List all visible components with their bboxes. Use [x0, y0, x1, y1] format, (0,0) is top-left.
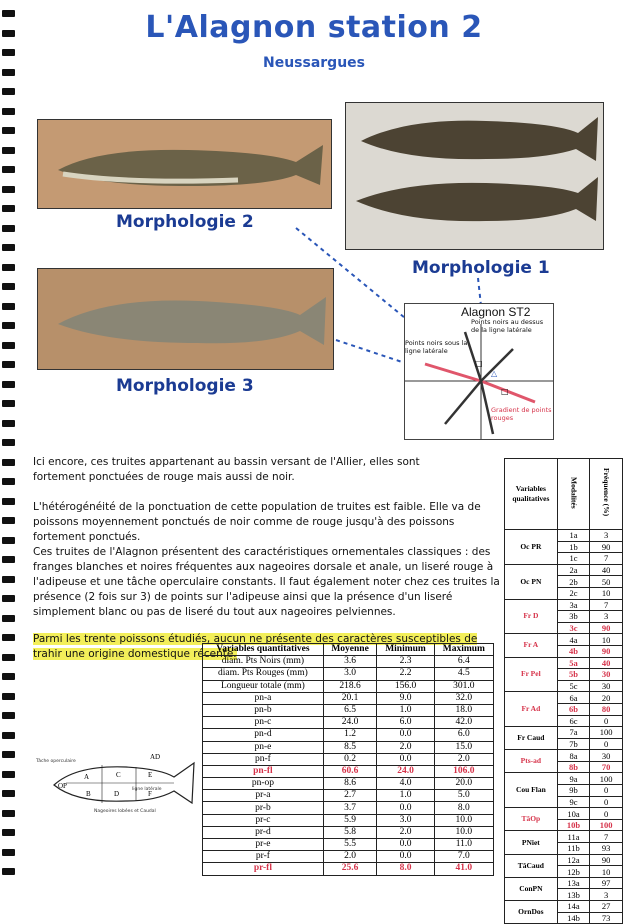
cell-modality: 3a: [557, 599, 590, 611]
cell-frequency: 90: [590, 854, 623, 866]
cell-modality: 5c: [557, 680, 590, 692]
cell-frequency: 93: [590, 843, 623, 855]
cell-mean: 218.6: [323, 680, 377, 692]
table-row: [203, 765, 494, 777]
table-row: [505, 901, 623, 913]
cell-mean: 0.2: [323, 753, 377, 765]
diagram-label-black-top: Points noirs au dessus de la ligne latérale: [471, 318, 544, 334]
table-header-row: [203, 644, 494, 656]
table-row: [505, 854, 623, 866]
plus-marker: △: [491, 369, 498, 378]
cell-variable: Oc PN: [505, 564, 558, 599]
cell-modality: 2c: [557, 587, 590, 599]
caption-morphologie-1: Morphologie 1: [412, 258, 550, 278]
cell-variable: Fr D: [505, 599, 558, 634]
cell-frequency: 0: [590, 808, 623, 820]
cell-variable: pr-fl: [203, 863, 324, 875]
cell-modality: 7b: [557, 738, 590, 750]
table-row: [203, 802, 494, 814]
cell-modality: 11b: [557, 843, 590, 855]
cell-frequency: 7: [590, 553, 623, 565]
cell-modality: 1a: [557, 530, 590, 542]
table-row: [505, 599, 623, 611]
cell-variable: pr-b: [203, 802, 324, 814]
table-row: [505, 657, 623, 669]
cell-frequency: 100: [590, 727, 623, 739]
qualitative-table: [504, 458, 623, 924]
cell-mean: 3.6: [323, 656, 377, 668]
table-row: [505, 750, 623, 762]
cell-min: 0.0: [377, 851, 434, 863]
table-row: [505, 727, 623, 739]
table-row: [203, 851, 494, 863]
cell-min: 0.0: [377, 729, 434, 741]
cell-modality: 7a: [557, 727, 590, 739]
cell-mean: 5.5: [323, 839, 377, 851]
table-row: [203, 839, 494, 851]
table-row: [505, 692, 623, 704]
table-row: [505, 530, 623, 542]
cell-variable: Cou Flan: [505, 773, 558, 808]
caption-morphologie-3: Morphologie 3: [116, 376, 254, 396]
cell-modality: 2a: [557, 564, 590, 576]
diagram-title: Alagnon ST2: [461, 305, 531, 319]
cell-frequency: 3: [590, 611, 623, 623]
table-row: [203, 741, 494, 753]
cell-variable: PNiet: [505, 831, 558, 854]
cell-modality: 10a: [557, 808, 590, 820]
cell-modality: 2b: [557, 576, 590, 588]
cell-mean: 6.5: [323, 704, 377, 716]
cell-mean: 5.8: [323, 826, 377, 838]
cell-frequency: 27: [590, 901, 623, 913]
cell-modality: 5a: [557, 657, 590, 669]
cell-max: 106.0: [434, 765, 493, 777]
table-row: [203, 790, 494, 802]
cell-modality: 5b: [557, 669, 590, 681]
column-header: Modalités: [557, 459, 590, 530]
cell-frequency: 97: [590, 877, 623, 889]
cell-max: 5.0: [434, 790, 493, 802]
table-row: [203, 656, 494, 668]
cell-variable: Fr Caud: [505, 727, 558, 750]
cell-variable: pr-f: [203, 851, 324, 863]
cell-mean: 20.1: [323, 692, 377, 704]
cell-mean: 3.0: [323, 668, 377, 680]
table-row: [505, 831, 623, 843]
column-header: Variables quantitatives: [203, 644, 324, 656]
cell-variable: Pts-ad: [505, 750, 558, 773]
cell-min: 24.0: [377, 765, 434, 777]
cell-variable: Fr Pel: [505, 657, 558, 692]
cell-min: 1.0: [377, 704, 434, 716]
cell-variable: pn-f: [203, 753, 324, 765]
cell-frequency: 0: [590, 715, 623, 727]
page-title: L'Alagnon station 2: [145, 10, 483, 45]
cell-modality: 1b: [557, 541, 590, 553]
table-row: [203, 717, 494, 729]
cell-max: 32.0: [434, 692, 493, 704]
cell-variable: Longueur totale (mm): [203, 680, 324, 692]
ordination-diagram: [404, 303, 554, 440]
cell-modality: 4b: [557, 645, 590, 657]
cell-min: 2.0: [377, 826, 434, 838]
table-row: [505, 773, 623, 785]
table-row: [203, 668, 494, 680]
column-header: Variables qualitatives: [505, 459, 558, 530]
cell-max: 15.0: [434, 741, 493, 753]
cell-frequency: 70: [590, 761, 623, 773]
table-row: [505, 808, 623, 820]
cell-variable: diam. Pts Rouges (mm): [203, 668, 324, 680]
diagram-label-black-under: Points noirs sous la ligne latérale: [405, 339, 468, 355]
cell-modality: 13a: [557, 877, 590, 889]
cell-modality: 12b: [557, 866, 590, 878]
cell-modality: 8b: [557, 761, 590, 773]
table-row: [203, 814, 494, 826]
cell-variable: pn-c: [203, 717, 324, 729]
cell-min: 2.2: [377, 668, 434, 680]
zone-label: E: [148, 771, 153, 779]
cell-modality: 6c: [557, 715, 590, 727]
cell-variable: pr-a: [203, 790, 324, 802]
table-row: [203, 753, 494, 765]
cell-frequency: 73: [590, 912, 623, 924]
paragraph-2: L'hétérogénéité de la ponctuation de cette population de truites est faible. Elle va de poissons moyennement ponctués de noir comme de rouge jusqu'à des poissons fortement ponctués.: [33, 501, 481, 543]
cell-variable: Fr Ad: [505, 692, 558, 727]
cell-mean: 8.6: [323, 778, 377, 790]
cell-frequency: 10: [590, 866, 623, 878]
cell-frequency: 30: [590, 680, 623, 692]
cell-mean: 2.7: [323, 790, 377, 802]
cell-frequency: 50: [590, 576, 623, 588]
cell-frequency: 90: [590, 541, 623, 553]
cell-max: 11.0: [434, 839, 493, 851]
table-header-row: [505, 459, 623, 530]
cell-modality: 3c: [557, 622, 590, 634]
cell-modality: 6b: [557, 703, 590, 715]
cell-frequency: 10: [590, 634, 623, 646]
cell-min: 2.0: [377, 741, 434, 753]
cell-modality: 9b: [557, 785, 590, 797]
cell-frequency: 7: [590, 831, 623, 843]
cell-variable: pn-fl: [203, 765, 324, 777]
column-header: Fréquence (%): [590, 459, 623, 530]
table-row: [203, 826, 494, 838]
column-header: Minimum: [377, 644, 434, 656]
cell-max: 18.0: [434, 704, 493, 716]
table-row: [203, 704, 494, 716]
cell-modality: 14a: [557, 901, 590, 913]
diagram-label-red: Gradient de points rouges: [491, 406, 552, 422]
cell-max: 6.0: [434, 729, 493, 741]
cell-modality: 8a: [557, 750, 590, 762]
cell-mean: 2.0: [323, 851, 377, 863]
cell-variable: diam. Pts Noirs (mm): [203, 656, 324, 668]
cell-modality: 13b: [557, 889, 590, 901]
cell-variable: pr-c: [203, 814, 324, 826]
zone-label: B: [86, 790, 91, 798]
cell-variable: pn-e: [203, 741, 324, 753]
cell-max: 2.0: [434, 753, 493, 765]
cell-min: 4.0: [377, 778, 434, 790]
zone-label: D: [114, 790, 120, 798]
cell-min: 2.3: [377, 656, 434, 668]
cell-modality: 12a: [557, 854, 590, 866]
cell-min: 156.0: [377, 680, 434, 692]
caption-morphologie-2: Morphologie 2: [116, 212, 254, 232]
cell-max: 7.0: [434, 851, 493, 863]
cell-frequency: 7: [590, 599, 623, 611]
cell-max: 4.5: [434, 668, 493, 680]
cell-modality: 1c: [557, 553, 590, 565]
cell-min: 0.0: [377, 802, 434, 814]
cell-frequency: 40: [590, 564, 623, 576]
zone-label: OP: [58, 782, 67, 790]
cell-variable: TâOp: [505, 808, 558, 831]
cell-variable: OrnDos: [505, 901, 558, 924]
column-header: Moyenne: [323, 644, 377, 656]
cell-frequency: 90: [590, 622, 623, 634]
cell-variable: pn-a: [203, 692, 324, 704]
cell-frequency: 0: [590, 785, 623, 797]
cell-mean: 1.2: [323, 729, 377, 741]
cell-modality: 14b: [557, 912, 590, 924]
cell-variable: ConPN: [505, 877, 558, 900]
cell-modality: 6a: [557, 692, 590, 704]
cell-min: 0.0: [377, 753, 434, 765]
table-row: [505, 564, 623, 576]
cell-min: 9.0: [377, 692, 434, 704]
cell-max: 10.0: [434, 826, 493, 838]
zone-label: AD: [150, 753, 161, 761]
cell-min: 0.0: [377, 839, 434, 851]
cell-frequency: 30: [590, 669, 623, 681]
paragraph-3: Ces truites de l'Alagnon présentent des caractéristiques ornementales classiques : des franges blanches et noires fréquentes aux nageoires dorsale et anale, un liseré rouge à l'adipeuse et une tâche operculaire constants. Il faut également noter chez ces truites la présence (2 fois sur 3) de points sur l'adipeuse ainsi que la présence d'un liseré simplement blanc ou pas de liseré du tout aux nageoires pelviennes.: [33, 546, 500, 618]
zone-label: C: [116, 771, 121, 779]
cell-variable: pn-op: [203, 778, 324, 790]
table-row: [203, 692, 494, 704]
cell-frequency: 90: [590, 645, 623, 657]
cell-mean: 25.6: [323, 863, 377, 875]
cell-frequency: 20: [590, 692, 623, 704]
highlighted-conclusion: Parmi les trente poissons étudiés, aucun ne présente des caractères susceptibles de trahir une origine domestique récente.: [33, 633, 478, 660]
cell-variable: pr-d: [203, 826, 324, 838]
cell-frequency: 100: [590, 773, 623, 785]
cell-min: 6.0: [377, 717, 434, 729]
cell-mean: 5.9: [323, 814, 377, 826]
cell-variable: Oc PR: [505, 530, 558, 565]
cell-min: 3.0: [377, 814, 434, 826]
cell-modality: 9c: [557, 796, 590, 808]
cell-variable: pn-d: [203, 729, 324, 741]
cell-frequency: 3: [590, 530, 623, 542]
cell-frequency: 40: [590, 657, 623, 669]
cell-max: 20.0: [434, 778, 493, 790]
cell-variable: pr-e: [203, 839, 324, 851]
cell-mean: 8.5: [323, 741, 377, 753]
cell-mean: 3.7: [323, 802, 377, 814]
cell-modality: 4a: [557, 634, 590, 646]
cell-frequency: 80: [590, 703, 623, 715]
cell-frequency: 3: [590, 889, 623, 901]
cell-max: 8.0: [434, 802, 493, 814]
cell-max: 10.0: [434, 814, 493, 826]
cell-variable: Fr A: [505, 634, 558, 657]
table-row: [505, 634, 623, 646]
zone-label: A: [84, 773, 90, 781]
fish-outline: [36, 745, 196, 817]
table-row: [203, 680, 494, 692]
table-row: [203, 863, 494, 875]
column-header: Maximum: [434, 644, 493, 656]
cell-frequency: 100: [590, 819, 623, 831]
plus-marker: □: [501, 387, 509, 396]
cell-variable: TâCaud: [505, 854, 558, 877]
cell-modality: 10b: [557, 819, 590, 831]
cell-max: 6.4: [434, 656, 493, 668]
cell-frequency: 10: [590, 587, 623, 599]
cell-modality: 3b: [557, 611, 590, 623]
cell-min: 1.0: [377, 790, 434, 802]
zone-label: F: [148, 790, 152, 798]
paragraph-1: Ici encore, ces truites appartenant au bassin versant de l'Allier, elles sont fortement ponctuées de rouge mais aussi de noir.: [33, 456, 420, 483]
quantitative-table: [202, 643, 494, 876]
scheme-label-bottom: Nageoires lobées et Caudal: [94, 809, 156, 814]
cell-max: 42.0: [434, 717, 493, 729]
scheme-label-top: Tâche operculaire: [36, 759, 76, 764]
cell-mean: 60.6: [323, 765, 377, 777]
scheme-label-line: ligne latérale: [132, 787, 162, 792]
cell-max: 301.0: [434, 680, 493, 692]
fish-zone-scheme: [36, 745, 196, 817]
table-row: [505, 877, 623, 889]
cell-mean: 24.0: [323, 717, 377, 729]
table-row: [203, 729, 494, 741]
cell-min: 8.0: [377, 863, 434, 875]
cell-modality: 9a: [557, 773, 590, 785]
plus-marker: □: [475, 359, 483, 368]
cell-modality: 11a: [557, 831, 590, 843]
cell-frequency: 0: [590, 796, 623, 808]
cell-variable: pn-b: [203, 704, 324, 716]
cell-frequency: 0: [590, 738, 623, 750]
cell-frequency: 30: [590, 750, 623, 762]
page-subtitle: Neussargues: [262, 55, 365, 71]
table-row: [203, 778, 494, 790]
cell-max: 41.0: [434, 863, 493, 875]
